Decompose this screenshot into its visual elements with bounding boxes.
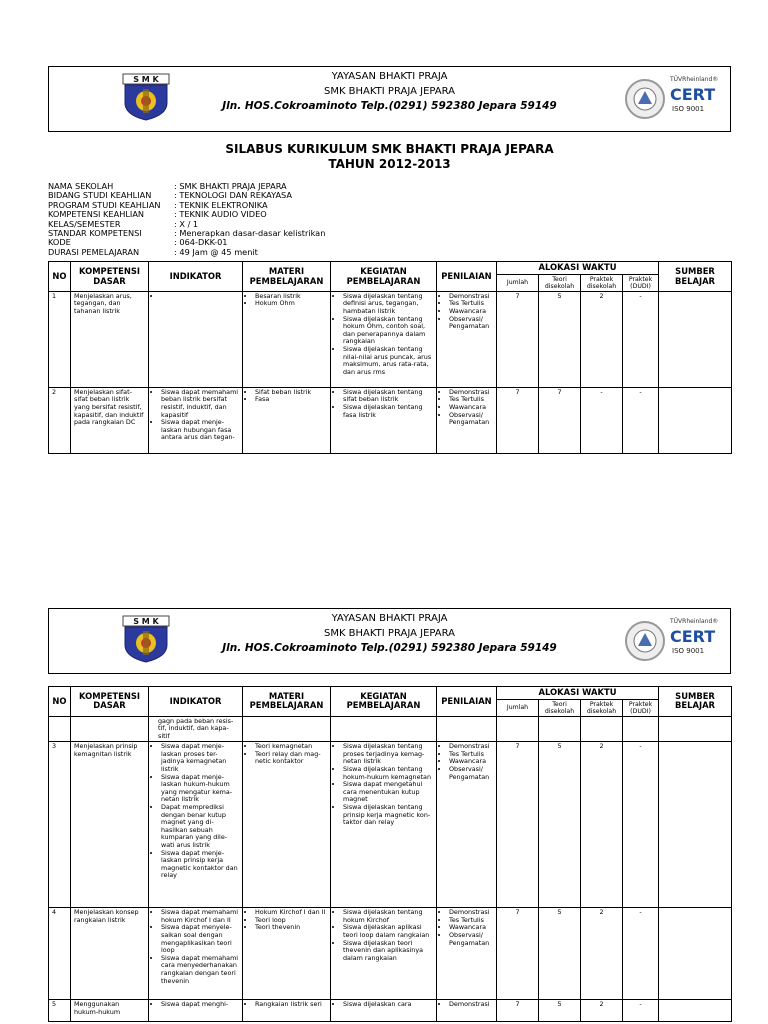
cell-empty bbox=[49, 716, 71, 742]
materi-list bbox=[246, 389, 327, 404]
cell-jumlah: 7 bbox=[497, 908, 539, 1000]
cell-jumlah: 7 bbox=[497, 387, 539, 453]
tuv-cert-icon bbox=[624, 71, 724, 127]
kegiatan-item: • Siswa dijelaskan tentang hokum-hukum kemagnetan bbox=[343, 766, 433, 781]
school-name: SMK BHAKTI PRAJA JEPARA bbox=[323, 628, 456, 639]
materi-list bbox=[246, 293, 327, 308]
letterhead bbox=[48, 608, 731, 674]
logo-text: S M K bbox=[133, 617, 159, 626]
kegiatan-list bbox=[334, 389, 433, 419]
materi-list bbox=[246, 1001, 327, 1009]
header-penilaian: PENILAIAN bbox=[437, 262, 497, 292]
header-kegiatan: KEGIATAN PEMBELAJARAN bbox=[331, 262, 437, 292]
page-1 bbox=[48, 66, 731, 454]
cell-teori: 5 bbox=[539, 291, 581, 387]
cert-iso: ISO 9001 bbox=[672, 105, 705, 113]
indikator-list bbox=[152, 389, 239, 442]
cell-indikator bbox=[149, 742, 243, 908]
info-label: DURASI PEMELAJARAN bbox=[48, 246, 140, 257]
cell-sumber bbox=[659, 387, 732, 453]
kegiatan-item: • Siswa dapat mengetahui cara menentukan kutup magnet bbox=[343, 781, 433, 804]
cell-no: 4 bbox=[49, 908, 71, 1000]
header-no: NO bbox=[49, 687, 71, 717]
materi-item: • Fasa bbox=[255, 396, 327, 404]
cert-iso: ISO 9001 bbox=[672, 647, 705, 655]
materi-item: • Besaran listrik bbox=[255, 293, 327, 301]
foundation-name: YAYASAN BHAKTI PRAJA bbox=[331, 71, 448, 82]
cell-no: 5 bbox=[49, 1000, 71, 1022]
cell-materi bbox=[243, 908, 331, 1000]
header-jumlah: Jumlah bbox=[497, 699, 539, 716]
info-label: PROGRAM STUDI KEAHLIAN bbox=[48, 199, 161, 210]
cell-empty bbox=[437, 716, 497, 742]
cert-brand: TÜVRheinland® bbox=[670, 76, 719, 83]
header-teori: Teori disekolah bbox=[539, 274, 581, 291]
info-value: : TEKNIK AUDIO VIDEO bbox=[174, 209, 267, 220]
table-header-row bbox=[49, 687, 732, 700]
cell-no: 2 bbox=[49, 387, 71, 453]
cell-empty bbox=[331, 716, 437, 742]
cell-empty bbox=[581, 716, 623, 742]
cell-empty bbox=[243, 716, 331, 742]
cell-kompetensi: Menjelaskan prinsip kemagnitan listrik bbox=[71, 742, 149, 908]
school-name: SMK BHAKTI PRAJA JEPARA bbox=[323, 86, 456, 97]
cell-praktek-sekolah: 2 bbox=[581, 1000, 623, 1022]
cell-no: 3 bbox=[49, 742, 71, 908]
info-row bbox=[48, 210, 731, 219]
cell-kompetensi: Menjelaskan konsep rangkaian listrik bbox=[71, 908, 149, 1000]
header-praktek-dudi: Praktek (DUDI) bbox=[623, 274, 659, 291]
header-teori: Teori disekolah bbox=[539, 699, 581, 716]
kegiatan-item: • Siswa dijelaskan tentang hokum Kirchof bbox=[343, 909, 433, 924]
header-alokasi: ALOKASI WAKTU bbox=[497, 687, 659, 700]
info-row bbox=[48, 220, 731, 229]
cell-praktek-dudi: - bbox=[623, 908, 659, 1000]
cell-indikator: gagn pada beban resis-tif, induktif, dan kapa-sitif bbox=[149, 716, 243, 742]
kegiatan-list bbox=[334, 293, 433, 377]
materi-item: • Teori relay dan mag-netic kontaktor bbox=[255, 751, 327, 766]
table-row bbox=[49, 387, 732, 453]
header-no: NO bbox=[49, 262, 71, 292]
header-indikator: INDIKATOR bbox=[149, 262, 243, 292]
header-sumber: SUMBER BELAJAR bbox=[659, 262, 732, 292]
penilaian-item: • Wawancara bbox=[449, 308, 493, 316]
cell-sumber bbox=[659, 742, 732, 908]
cell-penilaian bbox=[437, 908, 497, 1000]
penilaian-item: • Tes Tertulis bbox=[449, 300, 493, 308]
table-row bbox=[49, 742, 732, 908]
cell-teori: 7 bbox=[539, 387, 581, 453]
cell-jumlah: 7 bbox=[497, 1000, 539, 1022]
indikator-item: • Siswa dapat memahami beban listrik bersifat resistif, induktif, dan kapasitif bbox=[161, 389, 239, 419]
materi-item: • Teori kemagnetan bbox=[255, 743, 327, 751]
table-row bbox=[49, 291, 732, 387]
foundation-name: YAYASAN BHAKTI PRAJA bbox=[331, 613, 448, 624]
syllabus-table-1 bbox=[48, 261, 732, 454]
cell-penilaian bbox=[437, 1000, 497, 1022]
materi-item: • Teori thevenin bbox=[255, 924, 327, 932]
penilaian-list bbox=[440, 743, 493, 781]
cell-materi bbox=[243, 1000, 331, 1022]
cell-empty bbox=[659, 716, 732, 742]
indikator-item: • Dapat memprediksi dengan benar kutup magnet yang di-hasilkan sebuah kumparan yang dile-wati arus listrik bbox=[161, 804, 239, 850]
materi-item: • Teori loop bbox=[255, 917, 327, 925]
letterhead bbox=[48, 66, 731, 132]
cell-sumber bbox=[659, 291, 732, 387]
info-row bbox=[48, 248, 731, 257]
cell-praktek-dudi: - bbox=[623, 1000, 659, 1022]
info-value: : TEKNIK ELEKTRONIKA bbox=[174, 199, 268, 210]
cell-praktek-sekolah: 2 bbox=[581, 291, 623, 387]
penilaian-item: • Observasi/ Pengamatan bbox=[449, 412, 493, 427]
cell-kompetensi: Menjelaskan arus, tegangan, dan tahanan listrik bbox=[71, 291, 149, 387]
cell-praktek-dudi: - bbox=[623, 291, 659, 387]
page-2 bbox=[48, 608, 731, 1022]
penilaian-item: • Observasi/ Pengamatan bbox=[449, 932, 493, 947]
cert-word: CERT bbox=[670, 85, 716, 104]
indikator-item: • Siswa dapat menyele-saikan soal dengan mengaplikasikan teori loop bbox=[161, 924, 239, 954]
title-line-2: TAHUN 2012-2013 bbox=[328, 157, 451, 171]
cell-empty bbox=[539, 716, 581, 742]
table-header-row bbox=[49, 262, 732, 275]
indikator-item: • Siswa dapat menje-laskan hukum-hukum yang mengatur kema-netan listrik bbox=[161, 774, 239, 804]
penilaian-item: • Tes Tertulis bbox=[449, 396, 493, 404]
penilaian-item: • Tes Tertulis bbox=[449, 917, 493, 925]
cell-teori: 5 bbox=[539, 908, 581, 1000]
cell-praktek-dudi: - bbox=[623, 742, 659, 908]
school-address: Jln. HOS.Cokroaminoto Telp.(0291) 592380 Jepara 59149 bbox=[222, 642, 557, 654]
kegiatan-item: • Siswa dijelaskan tentang nilai-nilai arus puncak, arus maksimum, arus rata-rata, dan arus rms bbox=[343, 346, 433, 376]
materi-list bbox=[246, 743, 327, 766]
kegiatan-item: • Siswa dijelaskan tentang fasa listrik bbox=[343, 404, 433, 419]
header-kompetensi: KOMPETENSI DASAR bbox=[71, 262, 149, 292]
header-praktek-sekolah: Praktek disekolah bbox=[581, 274, 623, 291]
info-label: KOMPETENSI KEAHLIAN bbox=[48, 209, 145, 220]
penilaian-item: • Wawancara bbox=[449, 404, 493, 412]
indikator-item: • Siswa dapat menje-laskan proses ter-jadinya kemagnetan listrik bbox=[161, 743, 239, 773]
cell-kegiatan bbox=[331, 291, 437, 387]
kegiatan-item: • Siswa dijelaskan tentang proses terjadinya kemag-netan listrik bbox=[343, 743, 433, 766]
cell-praktek-sekolah: - bbox=[581, 387, 623, 453]
cell-jumlah: 7 bbox=[497, 291, 539, 387]
info-label: BIDANG STUDI KEAHLIAN bbox=[48, 190, 152, 201]
school-address: Jln. HOS.Cokroaminoto Telp.(0291) 592380 Jepara 59149 bbox=[222, 100, 557, 112]
penilaian-list bbox=[440, 909, 493, 947]
indikator-item: • Siswa dapat menghi- bbox=[161, 1001, 239, 1009]
header-penilaian: PENILAIAN bbox=[437, 687, 497, 717]
cell-kegiatan bbox=[331, 1000, 437, 1022]
indikator-list bbox=[152, 743, 239, 880]
cell-praktek-sekolah: 2 bbox=[581, 908, 623, 1000]
penilaian-item: • Wawancara bbox=[449, 924, 493, 932]
header-materi: MATERI PEMBELAJARAN bbox=[243, 262, 331, 292]
kegiatan-item: • Siswa dijelaskan cara bbox=[343, 1001, 433, 1009]
cell-teori: 5 bbox=[539, 742, 581, 908]
penilaian-item: • Tes Tertulis bbox=[449, 751, 493, 759]
kegiatan-item: • Siswa dijelaskan tentang sifat beban listrik bbox=[343, 389, 433, 404]
cell-indikator bbox=[149, 291, 243, 387]
logo-text: S M K bbox=[133, 75, 159, 84]
cell-penilaian bbox=[437, 291, 497, 387]
info-value: : X / 1 bbox=[174, 218, 199, 229]
cell-empty bbox=[497, 716, 539, 742]
info-row bbox=[48, 229, 731, 238]
cell-indikator bbox=[149, 908, 243, 1000]
kegiatan-list bbox=[334, 909, 433, 962]
cell-sumber bbox=[659, 1000, 732, 1022]
header-indikator: INDIKATOR bbox=[149, 687, 243, 717]
school-info bbox=[48, 182, 731, 257]
cell-kompetensi: Menggunakan hukum-hukum bbox=[71, 1000, 149, 1022]
cell-kegiatan bbox=[331, 742, 437, 908]
kegiatan-item: • Siswa dijelaskan tentang prinsip kerja magnetic kon-taktor dan relay bbox=[343, 804, 433, 827]
penilaian-list bbox=[440, 1001, 493, 1009]
header-kompetensi: KOMPETENSI DASAR bbox=[71, 687, 149, 717]
indikator-item: • Siswa dapat menje-laskan hubungan fasa antara arus dan tegan- bbox=[161, 419, 239, 442]
header-jumlah: Jumlah bbox=[497, 274, 539, 291]
info-row bbox=[48, 201, 731, 210]
cell-penilaian bbox=[437, 742, 497, 908]
cell-no: 1 bbox=[49, 291, 71, 387]
header-materi: MATERI PEMBELAJARAN bbox=[243, 687, 331, 717]
info-label: KODE bbox=[48, 237, 71, 248]
info-value: : 064-DKK-01 bbox=[174, 237, 228, 248]
table-row-continued bbox=[49, 716, 732, 742]
cell-kegiatan bbox=[331, 908, 437, 1000]
materi-item: • Hokum Kirchof I dan II bbox=[255, 909, 327, 917]
cell-materi bbox=[243, 742, 331, 908]
cell-materi bbox=[243, 387, 331, 453]
penilaian-item: • Demonstrasi bbox=[449, 743, 493, 751]
info-value: : TEKNOLOGI DAN REKAYASA bbox=[174, 190, 293, 201]
cell-penilaian bbox=[437, 387, 497, 453]
penilaian-item: • Demonstrasi bbox=[449, 909, 493, 917]
cell-materi bbox=[243, 291, 331, 387]
syllabus-table-2 bbox=[48, 686, 732, 1022]
indikator-list bbox=[152, 909, 239, 985]
indikator-item: • Siswa dapat memahami cara menyederhanakan rangkaian dengan teori thevenin bbox=[161, 955, 239, 985]
cell-jumlah: 7 bbox=[497, 742, 539, 908]
info-label: KELAS/SEMESTER bbox=[48, 218, 121, 229]
materi-item: • Hokum Ohm bbox=[255, 300, 327, 308]
cell-kegiatan bbox=[331, 387, 437, 453]
kegiatan-item: • Siswa dijelaskan teori thevenin dan aplikasinya dalam rangkaian bbox=[343, 940, 433, 963]
cell-sumber bbox=[659, 908, 732, 1000]
info-label: STANDAR KOMPETENSI bbox=[48, 228, 142, 239]
cell-empty bbox=[623, 716, 659, 742]
info-label: NAMA SEKOLAH bbox=[48, 181, 114, 191]
header-sumber: SUMBER BELAJAR bbox=[659, 687, 732, 717]
penilaian-list bbox=[440, 293, 493, 331]
header-praktek-sekolah: Praktek disekolah bbox=[581, 699, 623, 716]
header-alokasi: ALOKASI WAKTU bbox=[497, 262, 659, 275]
info-value: : Menerapkan dasar-dasar kelistrikan bbox=[174, 228, 326, 239]
penilaian-item: • Demonstrasi bbox=[449, 389, 493, 397]
kegiatan-item: • Siswa dijelaskan aplikasi teori loop dalam rangkaian bbox=[343, 924, 433, 939]
penilaian-list bbox=[440, 389, 493, 427]
penilaian-item: • Wawancara bbox=[449, 758, 493, 766]
penilaian-item: • Observasi/ Pengamatan bbox=[449, 766, 493, 781]
cert-brand: TÜVRheinland® bbox=[670, 618, 719, 625]
indikator-list bbox=[152, 293, 239, 301]
title-line-1: SILABUS KURIKULUM SMK BHAKTI PRAJA JEPARA bbox=[225, 142, 554, 156]
cell-praktek-sekolah: 2 bbox=[581, 742, 623, 908]
cell-empty bbox=[71, 716, 149, 742]
info-value: : 49 Jam @ 45 menit bbox=[174, 246, 258, 257]
indikator-item: • Siswa dapat memahami hokum Kirchof I dan II bbox=[161, 909, 239, 924]
materi-list bbox=[246, 909, 327, 932]
materi-item: • Sifat beban listrik bbox=[255, 389, 327, 397]
cert-word: CERT bbox=[670, 627, 716, 646]
penilaian-item: • Observasi/ Pengamatan bbox=[449, 316, 493, 331]
header-praktek-dudi: Praktek (DUDI) bbox=[623, 699, 659, 716]
cell-indikator bbox=[149, 387, 243, 453]
indikator-item bbox=[161, 293, 239, 301]
cell-teori: 5 bbox=[539, 1000, 581, 1022]
table-row bbox=[49, 1000, 732, 1022]
header-kegiatan: KEGIATAN PEMBELAJARAN bbox=[331, 687, 437, 717]
indikator-list bbox=[152, 1001, 239, 1009]
kegiatan-list bbox=[334, 1001, 433, 1009]
tuv-cert-icon bbox=[624, 613, 724, 669]
document-title bbox=[48, 142, 731, 172]
materi-item: • Rangkaian listrik seri bbox=[255, 1001, 327, 1009]
info-row bbox=[48, 238, 731, 247]
kegiatan-item: • Siswa dijelaskan tentang hokum Ohm, contoh soal, dan penerapannya dalam rangkaian bbox=[343, 316, 433, 346]
cell-kompetensi: Menjelaskan sifat-sifat beban listrik yang bersifat resistif, kapasitif, dan induktif pada rangkaian DC bbox=[71, 387, 149, 453]
info-value: : SMK BHAKTI PRAJA JEPARA bbox=[174, 181, 287, 191]
cell-praktek-dudi: - bbox=[623, 387, 659, 453]
penilaian-item: • Demonstrasi bbox=[449, 1001, 493, 1009]
penilaian-item: • Demonstrasi bbox=[449, 293, 493, 301]
kegiatan-list bbox=[334, 743, 433, 827]
kegiatan-item: • Siswa dijelaskan tentang definisi arus, tegangan, hambatan listrik bbox=[343, 293, 433, 316]
table-row bbox=[49, 908, 732, 1000]
indikator-item: • Siswa dapat menje-laskan prinsip kerja magnetic kontaktor dan relay bbox=[161, 850, 239, 880]
cell-indikator bbox=[149, 1000, 243, 1022]
